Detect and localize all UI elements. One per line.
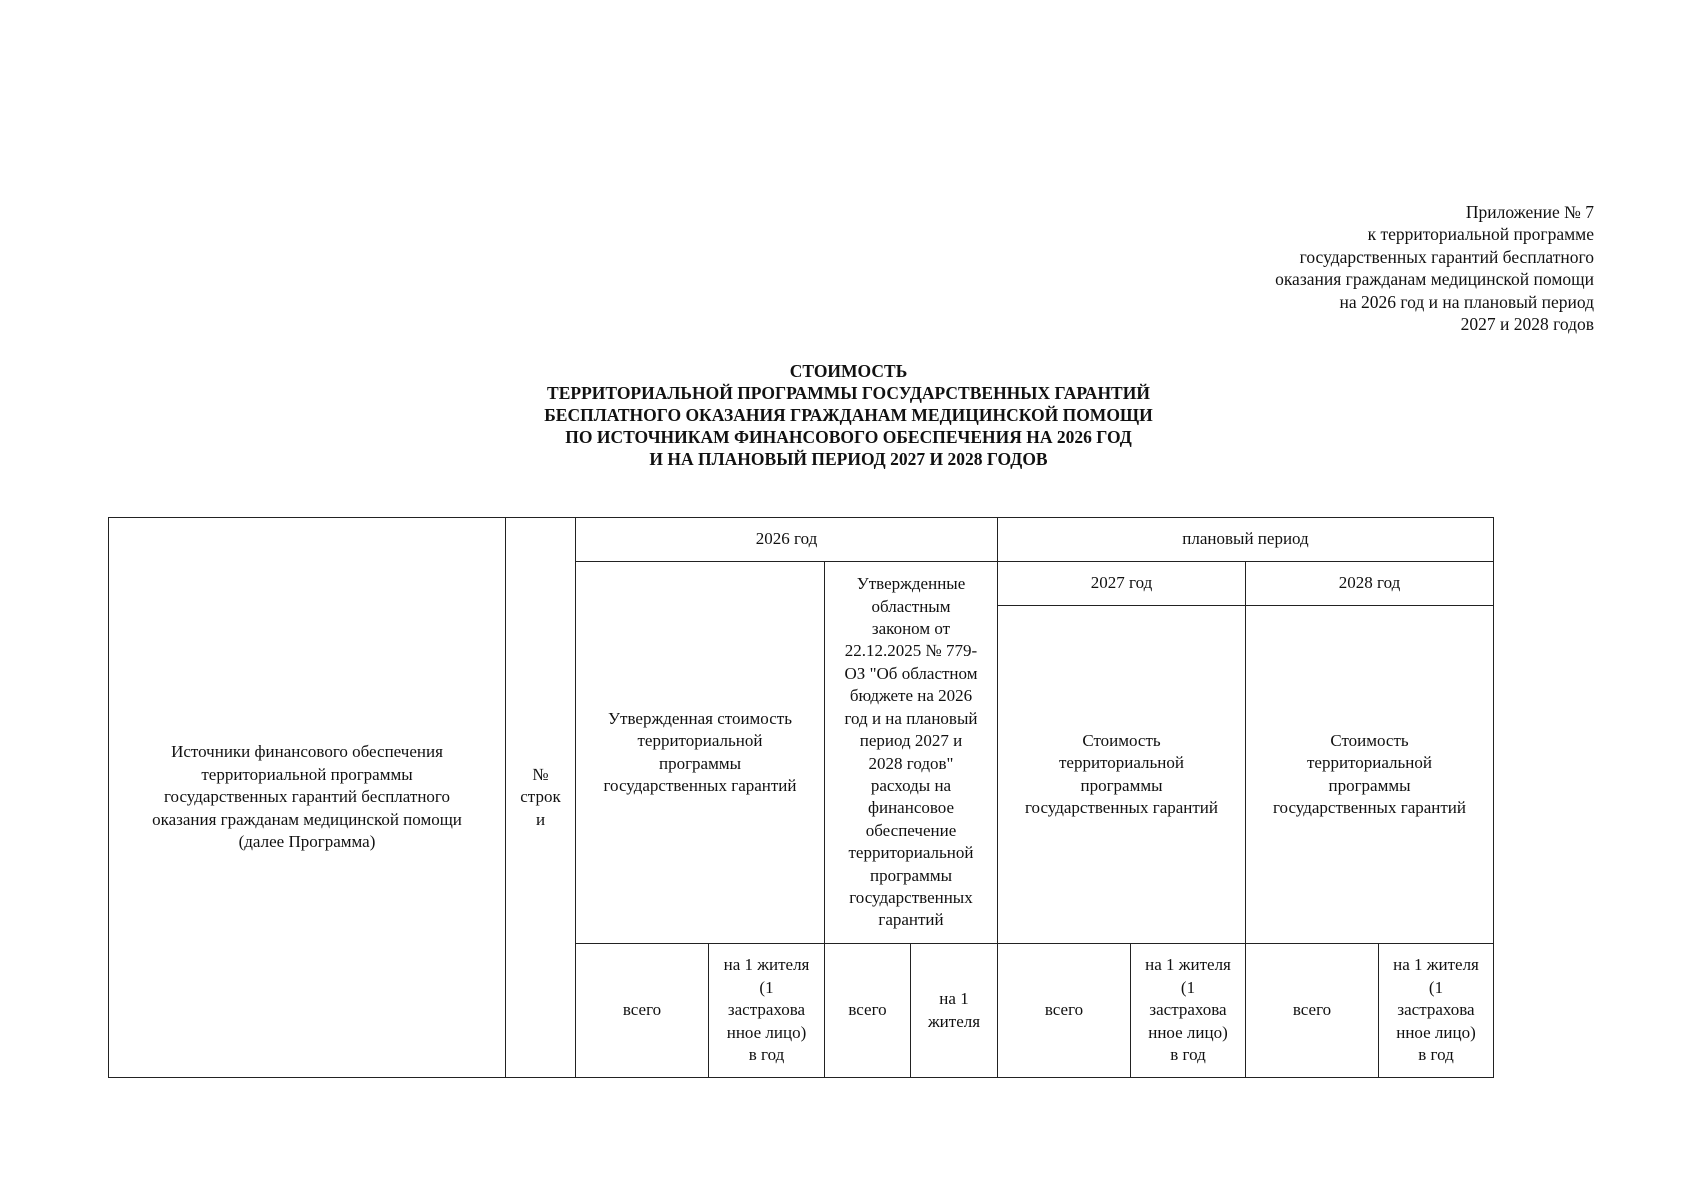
- appendix-line: к территориальной программе: [1367, 224, 1594, 245]
- cell-line: (1: [759, 977, 774, 997]
- appendix-line: Приложение № 7: [1465, 202, 1594, 222]
- cell-line: жителя: [927, 1011, 981, 1031]
- cell-line: финансовое: [867, 798, 955, 818]
- cell-line: на 1 жителя: [723, 955, 810, 975]
- cell-line: программы: [1080, 775, 1163, 795]
- header-row-years: [109, 518, 1494, 562]
- cell-line: застрахова: [1149, 1000, 1227, 1020]
- appendix-line: государственных гарантий бесплатного: [1299, 246, 1594, 267]
- sources-header-cell: [109, 518, 506, 1078]
- cell-line: государственных гарантий бесплатного: [164, 787, 450, 807]
- cell-line: в год: [1170, 1045, 1206, 1065]
- cell-line: территориальной: [637, 731, 763, 751]
- cell-line: обеспечение: [865, 820, 957, 840]
- cell-line: застрахова: [1397, 1000, 1475, 1020]
- cell-line: территориальной: [1306, 753, 1432, 773]
- total-2028-header: всего: [1246, 944, 1379, 1078]
- cell-line: государственных гарантий: [1272, 797, 1467, 817]
- cell-line: Стоимость: [1082, 730, 1161, 750]
- cell-line: территориальной: [848, 843, 974, 863]
- cell-line: Стоимость: [1330, 730, 1409, 750]
- cell-line: бюджете на 2026: [849, 686, 973, 706]
- row-number-header-cell: [506, 518, 576, 1078]
- cell-line: в год: [748, 1045, 785, 1065]
- cell-line: и: [535, 809, 546, 829]
- per-resident-law-header: [911, 944, 998, 1078]
- cell-line: на 1: [939, 989, 969, 1009]
- per-insured-2027-header: [1131, 944, 1246, 1078]
- cell-line: на 1 жителя: [1145, 955, 1231, 975]
- cell-line: 2028 годов": [868, 753, 954, 773]
- title-line: БЕСПЛАТНОГО ОКАЗАНИЯ ГРАЖДАНАМ МЕДИЦИНСКОЙ ПОМОЩИ: [544, 405, 1153, 425]
- cost-2028-header: [1246, 606, 1494, 944]
- total-2027-header: всего: [998, 944, 1131, 1078]
- cell-line: государственных гарантий: [603, 775, 797, 795]
- cell-line: год и на плановый: [844, 708, 978, 728]
- cell-line: в год: [1418, 1045, 1454, 1065]
- cell-line: (далее Программа): [238, 832, 376, 852]
- cell-line: период 2027 и: [859, 731, 963, 751]
- cell-line: программы: [869, 865, 953, 885]
- cell-line: оказания гражданам медицинской помощи: [152, 809, 462, 829]
- cell-line: Утвержденные: [856, 574, 966, 594]
- cost-2027-header: [998, 606, 1246, 944]
- cell-line: (1: [1428, 977, 1444, 997]
- approved-by-law-header: [825, 562, 998, 944]
- per-insured-2026-header: [709, 944, 825, 1078]
- total-2026-header: всего: [576, 944, 709, 1078]
- appendix-line: оказания гражданам медицинской помощи: [1275, 269, 1594, 290]
- title-line: И НА ПЛАНОВЫЙ ПЕРИОД 2027 И 2028 ГОДОВ: [649, 449, 1048, 469]
- year-2027-header: 2027 год: [998, 562, 1246, 606]
- cell-line: нное лицо): [1148, 1022, 1228, 1042]
- cell-line: ОЗ "Об областном: [844, 663, 978, 683]
- cell-line: строк: [520, 787, 561, 807]
- cell-line: Утвержденная стоимость: [608, 708, 792, 728]
- title-line: СТОИМОСТЬ: [789, 361, 908, 381]
- cell-line: государственных: [849, 887, 973, 907]
- approved-cost-header: [576, 562, 825, 944]
- cell-line: застрахова: [727, 1000, 806, 1020]
- cell-line: программы: [1328, 775, 1411, 795]
- planned-period-header: плановый период: [998, 518, 1494, 562]
- appendix-line: 2027 и 2028 годов: [1460, 314, 1594, 335]
- year-2026-header: 2026 год: [576, 518, 998, 562]
- cell-line: нное лицо): [1396, 1022, 1476, 1042]
- total-law-header: всего: [825, 944, 911, 1078]
- cell-line: Источники финансового обеспечения: [171, 742, 443, 762]
- cell-line: (1: [1180, 977, 1196, 997]
- cell-line: программы: [658, 753, 742, 773]
- cell-line: расходы на: [870, 775, 952, 795]
- cell-line: гарантий: [878, 910, 944, 930]
- cost-table: [108, 517, 1494, 1078]
- per-insured-2028-header: [1379, 944, 1494, 1078]
- title-line: ТЕРРИТОРИАЛЬНОЙ ПРОГРАММЫ ГОСУДАРСТВЕННЫХ ГАРАНТИЙ: [547, 383, 1150, 403]
- year-2028-header: 2028 год: [1246, 562, 1494, 606]
- cell-line: 22.12.2025 № 779-: [844, 641, 978, 661]
- cell-line: областным: [871, 596, 951, 616]
- cell-line: государственных гарантий: [1024, 797, 1219, 817]
- title-line: ПО ИСТОЧНИКАМ ФИНАНСОВОГО ОБЕСПЕЧЕНИЯ НА 2026 ГОД: [565, 427, 1132, 447]
- cell-line: №: [532, 764, 549, 784]
- cell-line: законом от: [871, 619, 951, 639]
- cell-line: нное лицо): [726, 1022, 807, 1042]
- appendix-line: на 2026 год и на плановый период: [1339, 291, 1594, 312]
- cell-line: на 1 жителя: [1393, 955, 1479, 975]
- cell-line: территориальной: [1058, 753, 1184, 773]
- appendix-note: [1114, 201, 1594, 335]
- cell-line: территориальной программы: [201, 764, 413, 784]
- document-title: [0, 360, 1697, 470]
